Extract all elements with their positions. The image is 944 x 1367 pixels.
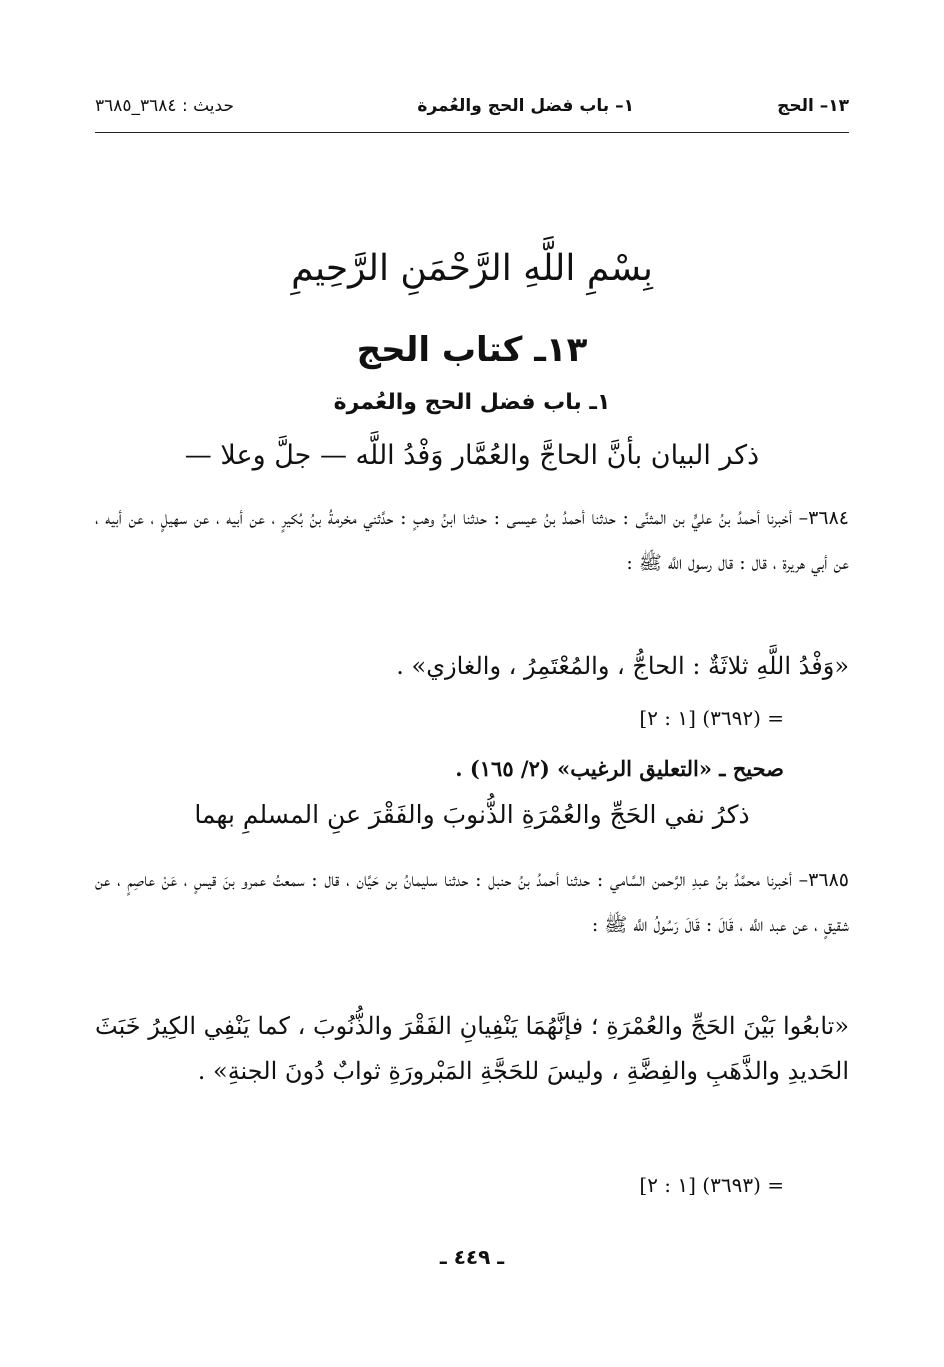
header-section: ١٣– الحج — [777, 96, 849, 116]
cross-reference-3684: = (٣٦٩٢) [١ : ٢] — [639, 706, 784, 730]
matn-3684: «وَفْدُ اللَّهِ ثلاثَةٌ : الحاجُّ ، والمُعْتَمِرُ ، والغازي» . — [396, 652, 849, 680]
header-chapter: ١– باب فضل الحج والعُمرة — [417, 96, 634, 116]
running-header — [95, 96, 849, 126]
header-hadith-range: حديث : ٣٦٨٤_٣٦٨٥ — [95, 96, 234, 116]
section-heading-2: ذكرُ نفي الحَجِّ والعُمْرَةِ الذُّنوبَ والفَقْرَ عنِ المسلمِ بهما — [194, 800, 750, 829]
header-rule — [95, 132, 849, 133]
matn-3685: «تابعُوا بَيْنَ الحَجِّ والعُمْرَةِ ؛ فإنَّهُمَا يَنْفِيانِ الفَقْرَ والذُّنُوبَ ، كما يَنْفِي الكِيرُ خَبَثَ الحَديدِ والذَّهَبِ والفِضَّةِ ، وليسَ للحَجَّةِ المَبْرورَةِ ثوابٌ دُونَ الجنةِ» . — [95, 1012, 850, 1085]
hadith-grade-3684: صحيح ـ «التعليق الرغيب» (٢/ ١٦٥) . — [455, 756, 784, 781]
book-title: ١٣ـ كتاب الحج — [356, 330, 588, 370]
section-heading-1: ذكر البيان بأنَّ الحاجَّ والعُمَّار وَفْدُ اللَّه — جلَّ وعلا — — [184, 440, 760, 471]
basmala: بِسْمِ اللَّهِ الرَّحْمَنِ الرَّحِيمِ — [291, 248, 653, 289]
cross-reference-3685: = (٣٦٩٣) [١ : ٢] — [639, 1173, 784, 1197]
page-number: ـ ٤٤٩ ـ — [439, 1245, 505, 1269]
isnad-3684: ٣٦٨٤– أخبرنا أحمدُ بنُ عليٍّ بن المثنَّى : حدثنا أحمدُ بنُ عيسى : حدثنا ابنُ وهبٍ : حدَّثني مخرمةُ بنُ بُكيرٍ ، عن أبيه ، عن سهيلٍ ، عن أبيه ، عن أبي هريرة ، قال : قال رسول اللَّه ﷺ : — [95, 507, 849, 574]
chapter-title: ١ـ باب فضل الحج والعُمرة — [333, 390, 611, 415]
isnad-3685: ٣٦٨٥– أخبرنا محمَّدُ بنُ عبدِ الرَّحمن السَّامي : حدثنا أحمدُ بنُ حنبل : حدثنا سليمانُ بن حَيَّان ، قال : سمعتُ عمرو بنَ قيسٍ ، عَنْ عاصِمٍ ، عن شقيقٍ ، عن عبد اللَّه ، قَالَ : قَالَ رَسُولُ اللَّه ﷺ : — [95, 869, 849, 936]
